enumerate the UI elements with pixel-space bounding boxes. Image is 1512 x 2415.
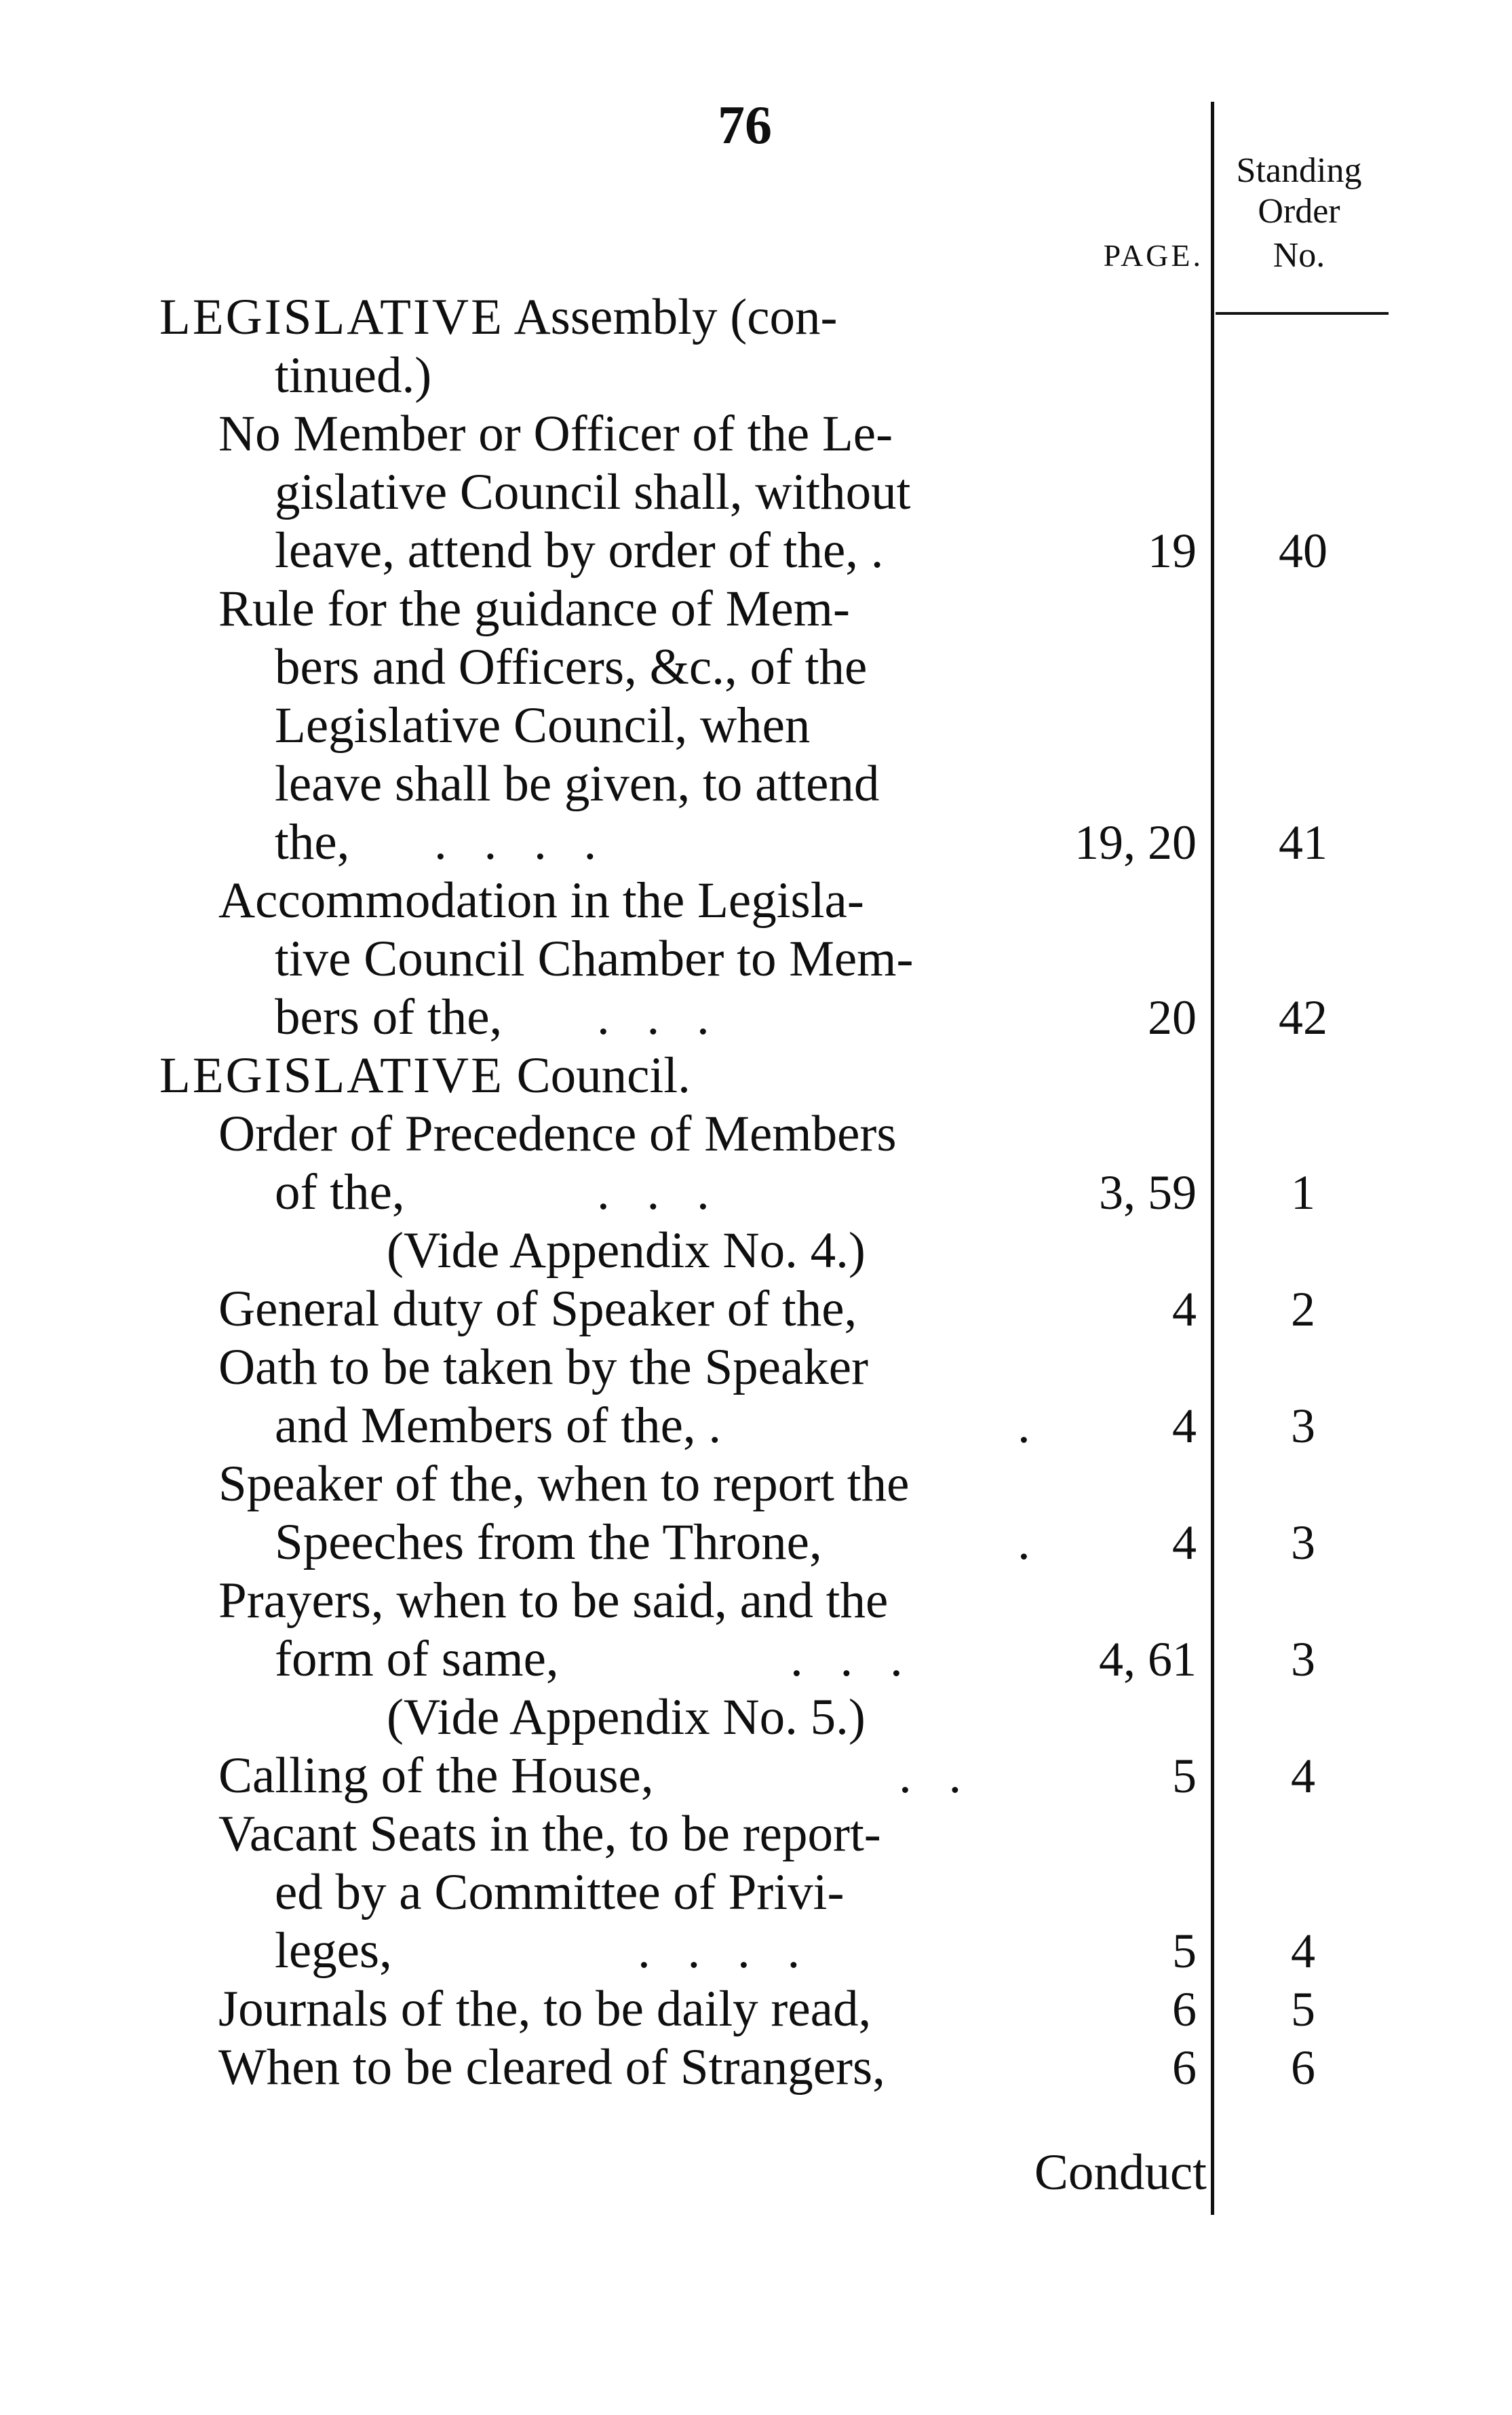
entry-line: Speaker of the, when to report the xyxy=(218,1456,910,1512)
entry-line: Legislative Council, when xyxy=(275,697,811,754)
appendix-note: (Vide Appendix No. 5.) xyxy=(387,1689,866,1745)
standing-order-header-line-3: No. xyxy=(1273,236,1325,275)
entry-line: Vacant Seats in the, to be report- xyxy=(218,1806,881,1862)
page-ref: 6 xyxy=(1172,2041,1197,2095)
header-rule xyxy=(1216,312,1389,315)
page-ref: 19 xyxy=(1148,524,1197,578)
entry-line: the, xyxy=(275,814,350,870)
entry-line: Speeches from the Throne, xyxy=(275,1514,822,1570)
leader-dots: . . . xyxy=(597,1164,722,1220)
page-ref: 5 xyxy=(1172,1924,1197,1978)
page-ref: 19, 20 xyxy=(1074,815,1197,870)
page-number: 76 xyxy=(718,96,772,155)
standing-order-number: 40 xyxy=(1279,524,1327,578)
entry-line: When to be cleared of Strangers, xyxy=(218,2039,885,2095)
entry-line: leave shall be given, to attend xyxy=(275,756,880,812)
entry-line: and Members of the, . xyxy=(275,1397,722,1454)
page-ref: 5 xyxy=(1172,1749,1197,1803)
section-heading-assembly: LEGISLATIVE Assembly (con- xyxy=(159,289,838,345)
standing-order-number: 41 xyxy=(1279,815,1327,870)
standing-order-number: 6 xyxy=(1291,2041,1315,2095)
entry-line: tive Council Chamber to Mem- xyxy=(275,931,914,987)
leader-dots: . xyxy=(1017,1397,1043,1454)
standing-order-number: 1 xyxy=(1291,1165,1315,1220)
page-ref: 20 xyxy=(1148,990,1197,1045)
leader-dots: . . . . xyxy=(434,814,609,870)
leader-dots: . . xyxy=(899,1747,974,1804)
leader-dots: . . . xyxy=(790,1631,915,1687)
standing-order-number: 3 xyxy=(1291,1399,1315,1453)
leader-dots: . xyxy=(1017,1514,1043,1570)
entry-line: gislative Council shall, without xyxy=(275,464,911,520)
page-column-header: PAGE. xyxy=(1103,238,1203,273)
entry-line: Accommodation in the Legisla- xyxy=(218,872,864,929)
standing-order-number: 2 xyxy=(1291,1282,1315,1336)
entry-line: Oath to be taken by the Speaker xyxy=(218,1339,869,1395)
entry-line: form of same, xyxy=(275,1631,559,1687)
page-ref: 6 xyxy=(1172,1982,1197,2036)
standing-order-header-line-1: Standing xyxy=(1236,151,1362,190)
entry-line: Calling of the House, xyxy=(218,1747,654,1804)
leader-dots: . . . xyxy=(597,989,722,1045)
page-ref: 4 xyxy=(1172,1282,1197,1336)
entry-line: leges, xyxy=(275,1923,392,1979)
entry-line: of the, xyxy=(275,1164,405,1220)
entry-line: Journals of the, to be daily read, xyxy=(218,1981,872,2037)
page-ref: 4, 61 xyxy=(1099,1632,1197,1686)
page-ref: 4 xyxy=(1172,1515,1197,1570)
standing-order-number: 42 xyxy=(1279,990,1327,1045)
section-heading-council: LEGISLATIVE Council. xyxy=(159,1047,691,1104)
entry-line: Prayers, when to be said, and the xyxy=(218,1572,889,1629)
leader-dots: . . . . xyxy=(638,1923,813,1979)
standing-order-number: 4 xyxy=(1291,1749,1315,1803)
entry-line: General duty of Speaker of the, xyxy=(218,1281,857,1337)
standing-order-number: 3 xyxy=(1291,1515,1315,1570)
entry-line: leave, attend by order of the, . xyxy=(275,522,884,579)
entry-line: Order of Precedence of Members xyxy=(218,1106,897,1162)
standing-order-number: 3 xyxy=(1291,1632,1315,1686)
appendix-note: (Vide Appendix No. 4.) xyxy=(387,1222,866,1279)
entry-line: No Member or Officer of the Le- xyxy=(218,406,893,462)
entry-line: bers and Officers, &c., of the xyxy=(275,639,868,695)
catchword: Conduct xyxy=(1034,2144,1207,2201)
column-divider xyxy=(1211,102,1214,2215)
entry-line: ed by a Committee of Privi- xyxy=(275,1864,845,1920)
standing-order-header-line-2: Order xyxy=(1258,192,1340,231)
page-ref: 4 xyxy=(1172,1399,1197,1453)
standing-order-number: 4 xyxy=(1291,1924,1315,1978)
entry-line: Rule for the guidance of Mem- xyxy=(218,581,850,637)
page-ref: 3, 59 xyxy=(1099,1165,1197,1220)
standing-order-number: 5 xyxy=(1291,1982,1315,2036)
section-heading-continued: tinued.) xyxy=(275,347,432,404)
entry-line: bers of the, xyxy=(275,989,503,1045)
